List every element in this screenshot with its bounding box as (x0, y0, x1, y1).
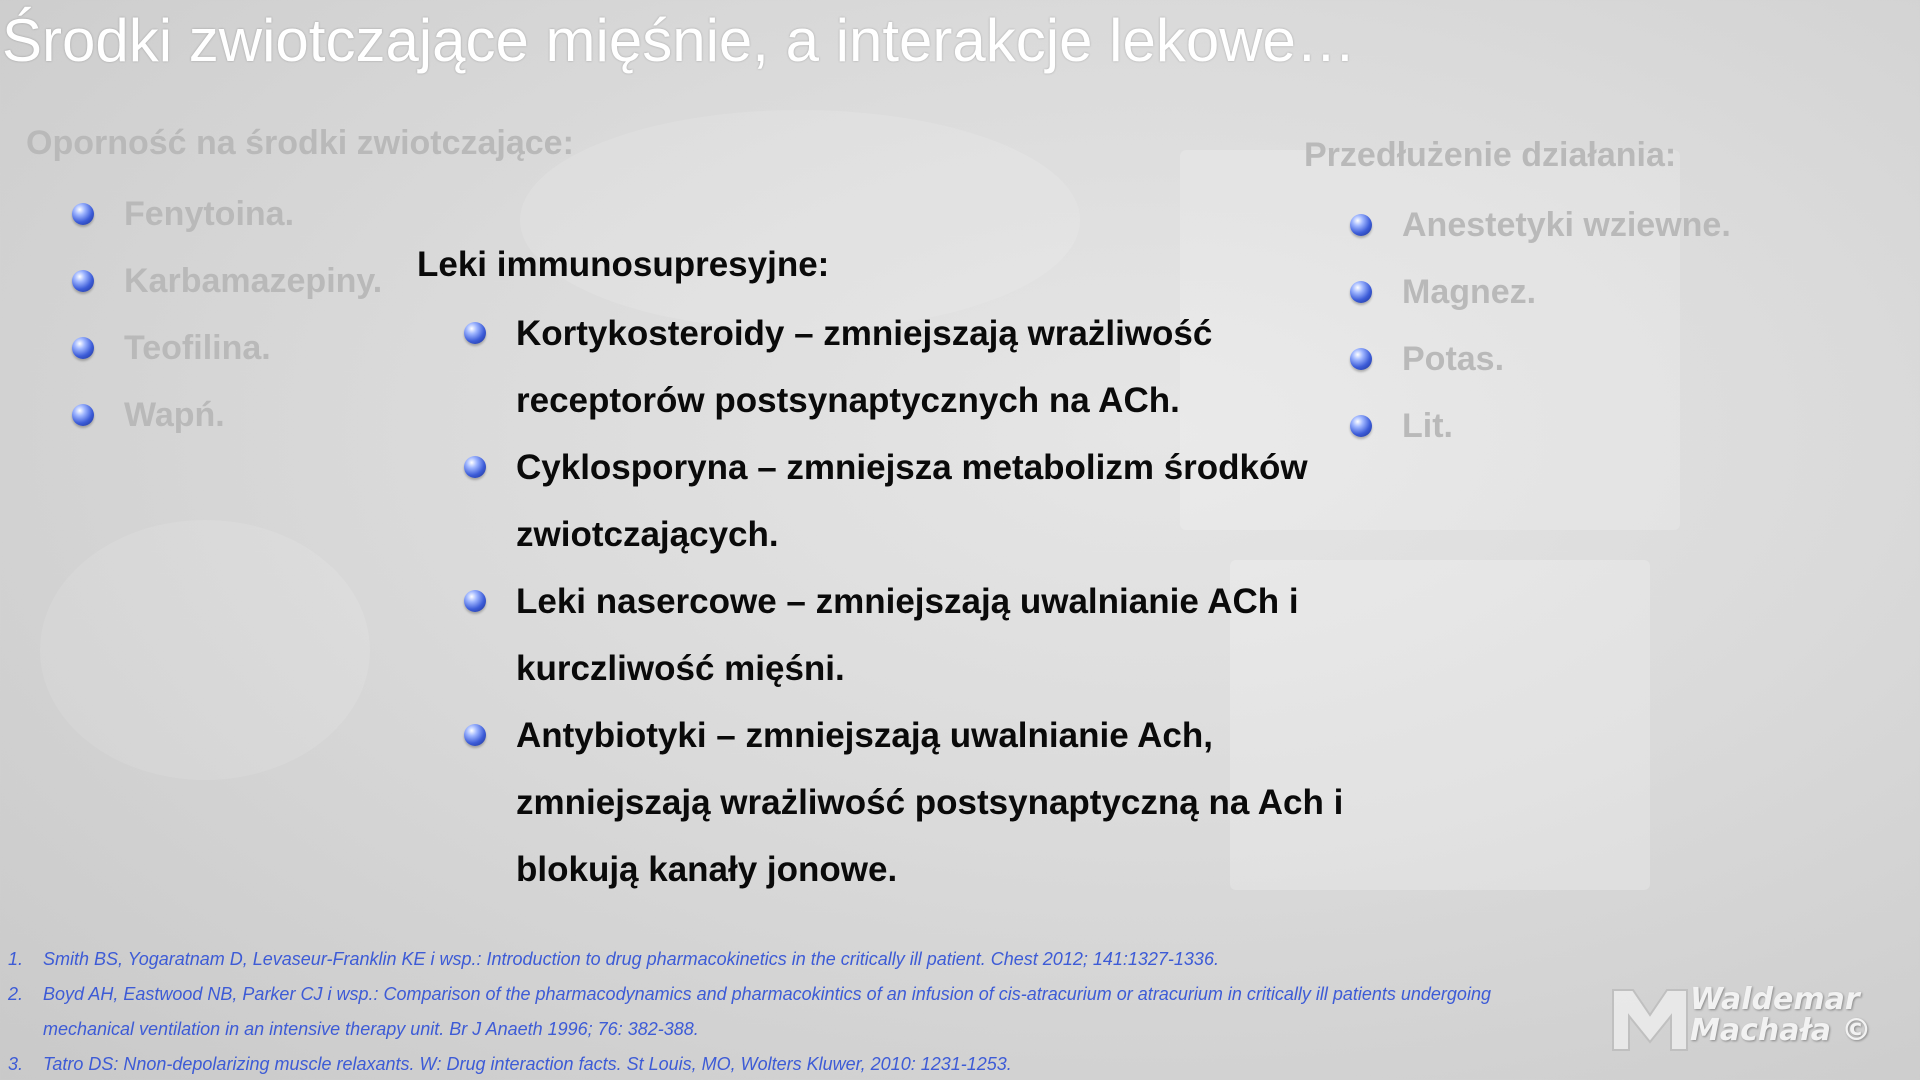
list-item: Leki nasercowe – zmniejszają uwalnianie ACh i kurczliwość mięśni. (464, 568, 1343, 702)
bullet-icon (464, 590, 486, 612)
middle-list (464, 300, 1343, 903)
list-item: Wapń. (72, 382, 382, 449)
reference-text: Boyd AH, Eastwood NB, Parker CJ i wsp.: Comparison of the pharmacodynamics and pharmacokintics of an infusion of cis-atracurium or atracurium in critically ill patients undergoing (43, 984, 1491, 1004)
bullet-icon (72, 270, 94, 292)
reference-item (0, 977, 1600, 1047)
bullet-icon (464, 456, 486, 478)
reference-text: Smith BS, Yogaratnam D, Levaseur-Franklin KE i wsp.: Introduction to drug pharmacokinetics in the critically ill patient. Chest 2012; 141:1327-1336. (43, 949, 1219, 969)
left-heading: Oporność na środki zwiotczające: (26, 124, 574, 162)
background-blur (520, 110, 1080, 330)
bullet-icon (1350, 415, 1372, 437)
bullet-icon (464, 322, 486, 344)
list-item: Magnez. (1350, 259, 1731, 326)
reference-number: 3. (8, 1054, 24, 1074)
author-logo (1605, 970, 1905, 1060)
background-blur (40, 520, 370, 780)
logo-line-1: Waldemar (1690, 982, 1860, 1017)
middle-heading: Leki immunosupresyjne: (417, 245, 830, 284)
references-list (0, 942, 1600, 1080)
bullet-icon (72, 337, 94, 359)
bullet-icon (1350, 348, 1372, 370)
reference-item (0, 1047, 1600, 1080)
list-item: Potas. (1350, 326, 1731, 393)
right-heading: Przedłużenie działania: (1304, 136, 1677, 174)
reference-number: 2. (8, 984, 24, 1004)
list-item: Kortykosteroidy – zmniejszają wrażliwość receptorów postsynaptycznych na ACh. (464, 300, 1343, 434)
reference-item (0, 942, 1600, 977)
list-item: Anestetyki wziewne. (1350, 192, 1731, 259)
logo-mark-icon (1605, 970, 1695, 1060)
list-item: Lit. (1350, 393, 1731, 460)
bullet-icon (1350, 214, 1372, 236)
reference-text: mechanical ventilation in an intensive therapy unit. Br J Anaeth 1996; 76: 382-388. (43, 1019, 699, 1039)
reference-text: Tatro DS: Nnon-depolarizing muscle relaxants. W: Drug interaction facts. St Louis, MO, Wolters Kluwer, 2010: 1231-1253. (43, 1054, 1012, 1074)
bullet-icon (72, 203, 94, 225)
logo-line-2: Machała © (1690, 1013, 1872, 1048)
list-item: Karbamazepiny. (72, 248, 382, 315)
list-item: Teofilina. (72, 315, 382, 382)
left-list (72, 181, 382, 449)
bullet-icon (1350, 281, 1372, 303)
right-list (1350, 192, 1731, 460)
bullet-icon (464, 724, 486, 746)
slide-title: Środki zwiotczające mięśnie, a interakcje lekowe… (2, 7, 1356, 74)
list-item: Cyklosporyna – zmniejsza metabolizm środków zwiotczających. (464, 434, 1343, 568)
bullet-icon (72, 404, 94, 426)
list-item: Antybiotyki – zmniejszają uwalnianie Ach, zmniejszają wrażliwość postsynaptyczną na Ach i blokują kanały jonowe. (464, 702, 1343, 903)
reference-number: 1. (8, 949, 24, 969)
list-item: Fenytoina. (72, 181, 382, 248)
